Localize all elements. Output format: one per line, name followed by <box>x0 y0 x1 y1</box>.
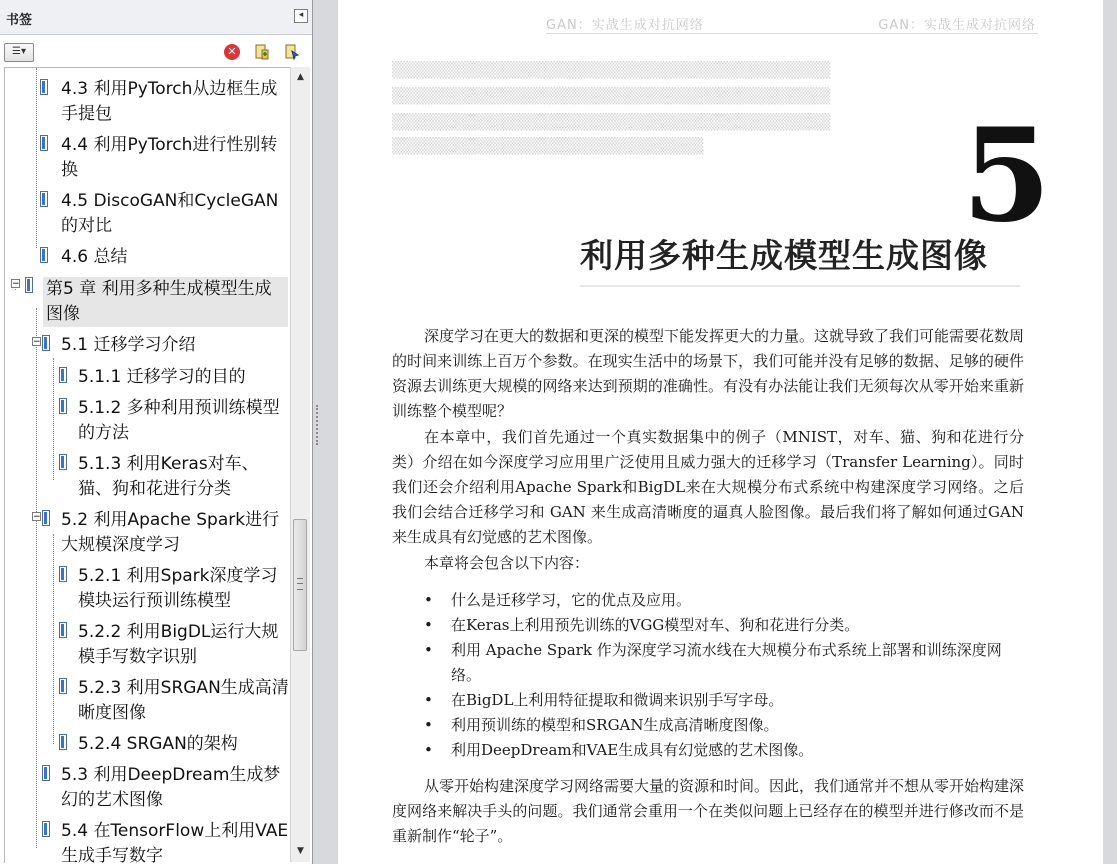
bookmark-item-4-5[interactable]: 4.5 DiscoGAN和CycleGAN的对比 <box>40 189 290 239</box>
bookmark-properties-icon[interactable] <box>284 44 300 60</box>
bookmark-icon <box>25 277 33 293</box>
running-head-right: GAN：实战生成对抗网络 <box>878 18 1036 33</box>
list-item: • 在BigDL上利用特征提取和微调来识别手写字母。 <box>424 688 1024 713</box>
bookmark-item-5-1[interactable]: 5.1 迁移学习介绍 <box>42 333 287 358</box>
bookmark-item-5-4[interactable]: 5.4 在TensorFlow上利用VAE生成手写数字 <box>42 819 291 863</box>
bookmark-icon <box>59 454 67 470</box>
bookmarks-header <box>0 0 312 35</box>
splitter-grip-icon <box>316 405 322 445</box>
bookmark-item-4-4[interactable]: 4.4 利用PyTorch进行性别转换 <box>40 133 285 183</box>
bookmark-item-4-3[interactable]: 4.3 利用PyTorch从边框生成手提包 <box>40 77 285 127</box>
bookmark-icon <box>59 678 67 694</box>
bookmark-item-4-6[interactable]: 4.6 总结 <box>40 245 285 270</box>
options-menu-button[interactable]: ☰▾ <box>4 43 34 62</box>
running-head-rule <box>546 33 1038 34</box>
bookmark-icon <box>40 247 48 263</box>
scroll-grip-icon <box>297 578 303 590</box>
list-item: • 利用DeepDream和VAE生成具有幻觉感的艺术图像。 <box>424 738 1024 763</box>
paragraph-intro: 深度学习在更大的数据和更深的模型下能发挥更大的力量。这就导致了我们可能需要花数周的时间来训练上百万个参数。在现实生活中的场景下，我们可能并没有足够的数据、足够的硬件资源去训练更大规模的网络来达到预期的准确性。有没有办法能让我们无须每次从零开始来重新训练整个模型呢？ <box>392 327 1025 420</box>
chapter-title: 利用多种生成模型生成图像 <box>580 236 988 275</box>
bookmarks-title: 书签 <box>6 13 33 28</box>
bookmark-icon <box>59 734 67 750</box>
bookmark-icon <box>42 335 50 351</box>
collapse-toggle[interactable]: − <box>33 512 41 522</box>
scroll-up-arrow[interactable]: ▲ <box>297 72 304 82</box>
bleed-through-ghost: ▒▒▒▒▒▒▒▒▒▒▒▒▒▒▒▒▒▒▒▒▒▒▒▒▒▒▒▒▒▒▒▒▒▒▒▒▒▒ <box>392 61 831 79</box>
list-item: • 什么是迁移学习，它的优点及应用。 <box>424 588 1024 613</box>
list-item: • 在Keras上利用预先训练的VGG模型对车、狗和花进行分类。 <box>424 613 1024 638</box>
chapter-topics-list <box>424 588 1024 763</box>
chapter-number: 5 <box>962 101 1052 251</box>
bookmark-icon <box>59 566 67 582</box>
contents-intro: 本章将会包含以下内容： <box>424 554 590 572</box>
bookmark-item-5-1-3[interactable]: 5.1.3 利用Keras对车、猫、狗和花进行分类 <box>59 452 259 502</box>
list-item: • 利用预训练的模型和SRGAN生成高清晰度图像。 <box>424 713 1024 738</box>
collapse-panel-button[interactable]: ◂ <box>294 9 308 23</box>
bookmark-icon <box>59 367 67 383</box>
running-head-ghost <box>546 14 1036 33</box>
bleed-through-ghost: ▒▒▒▒▒▒▒▒▒▒▒▒▒▒▒▒▒▒▒▒▒▒▒▒▒▒▒▒▒▒▒▒▒▒▒▒▒▒ <box>392 113 831 131</box>
bookmark-item-5-1-2[interactable]: 5.1.2 多种利用预训练模型的方法 <box>59 396 287 446</box>
chapter-title-rule <box>580 285 1020 287</box>
bookmark-icon <box>59 622 67 638</box>
bookmark-scrollbar[interactable] <box>290 67 310 862</box>
viewer-right-gutter <box>1103 0 1117 864</box>
bookmark-icon <box>59 398 67 414</box>
paragraph-overview: 在本章中，我们首先通过一个真实数据集中的例子（MNIST，对车、猫、狗和花进行分类）介绍在如今深度学习应用里广泛使用且威力强大的迁移学习（Transfer Learning）。同时我们还会介绍利用Apache Spark和BigDL来在大规模分布式系统中构建深度学习网络。之后我们会结合迁移学习和 GAN 来生成高清晰度的逼真人脸图像。最后我们将了解如何通过GAN来生成具有幻觉感的艺术图像。 <box>392 428 1024 546</box>
bookmark-item-5-1-1[interactable]: 5.1.1 迁移学习的目的 <box>59 365 287 390</box>
bookmarks-panel <box>0 0 313 864</box>
panel-splitter[interactable] <box>313 0 338 864</box>
bleed-through-ghost: ▒▒▒▒▒▒▒▒▒▒▒▒▒▒▒▒▒▒▒▒▒▒▒▒▒▒▒▒▒▒▒▒▒▒▒▒▒▒ <box>392 87 831 105</box>
bookmark-item-5-2-4[interactable]: 5.2.4 SRGAN的架构 <box>59 732 287 757</box>
bookmark-tree <box>4 67 291 863</box>
list-item: • 利用 Apache Spark 作为深度学习流水线在大规模分布式系统上部署和训练深度网络。 <box>424 638 1024 688</box>
bookmark-icon <box>40 135 48 151</box>
bookmark-icon <box>42 510 50 526</box>
delete-bookmark-icon[interactable]: ✕ <box>224 44 240 60</box>
bookmarks-toolbar <box>0 38 312 66</box>
tree-connector <box>36 308 37 848</box>
tree-connector <box>53 534 54 744</box>
new-bookmark-icon[interactable] <box>254 44 270 60</box>
scroll-down-arrow[interactable]: ▼ <box>297 846 304 856</box>
tree-connector <box>53 358 54 480</box>
bookmark-icon <box>42 765 50 781</box>
bookmark-item-5-2[interactable]: 5.2 利用Apache Spark进行大规模深度学习 <box>42 508 287 558</box>
tree-connector <box>36 68 37 248</box>
bookmark-icon <box>42 821 50 837</box>
bookmark-item-5-2-2[interactable]: 5.2.2 利用BigDL运行大规模手写数字识别 <box>59 620 287 670</box>
collapse-toggle[interactable]: − <box>12 279 20 289</box>
collapse-toggle[interactable]: − <box>33 337 41 347</box>
bookmark-item-5-2-1[interactable]: 5.2.1 利用Spark深度学习模块运行预训练模型 <box>59 564 287 614</box>
scroll-thumb[interactable] <box>293 519 307 651</box>
paragraph-reuse: 从零开始构建深度学习网络需要大量的资源和时间。因此，我们通常并不想从零开始构建深度网络来解决手头的问题。我们通常会重用一个在类似问题上已经存在的模型并进行修改而不是重新制作“轮子”。 <box>392 777 1025 845</box>
bleed-through-ghost: ▒▒▒▒▒▒▒▒▒▒▒▒▒▒▒▒▒▒▒▒▒▒▒▒▒▒▒ <box>392 137 704 155</box>
bookmark-item-5-3[interactable]: 5.3 利用DeepDream生成梦幻的艺术图像 <box>42 763 287 813</box>
bookmark-icon <box>40 191 48 207</box>
bookmark-icon <box>40 79 48 95</box>
bookmark-item-chapter-5[interactable]: 第5 章 利用多种生成模型生成图像 <box>43 277 288 327</box>
bookmark-item-5-2-3[interactable]: 5.2.3 利用SRGAN生成高清晰度图像 <box>59 676 291 726</box>
running-head-left: GAN：实战生成对抗网络 <box>546 18 704 33</box>
